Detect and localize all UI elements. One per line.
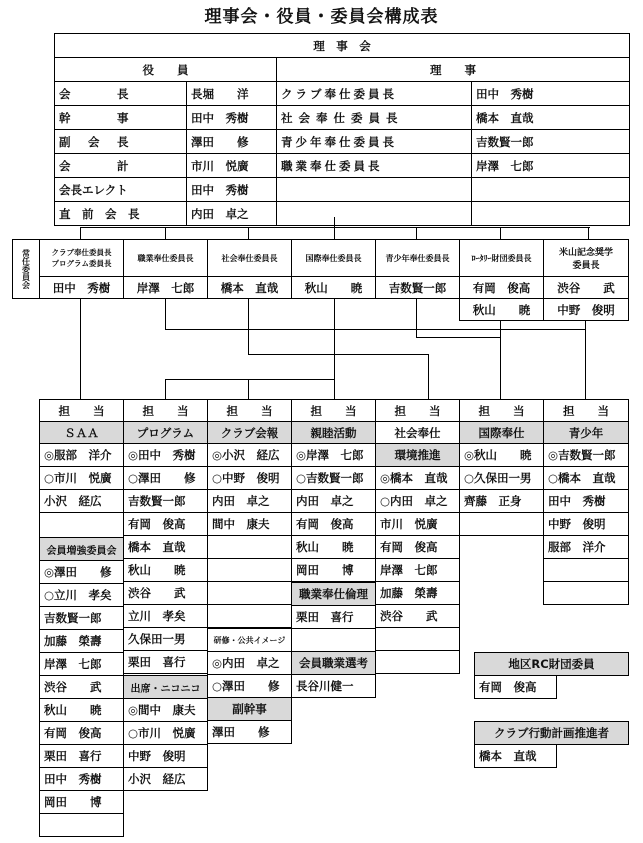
page-title: 理事会・役員・委員会構成表	[204, 7, 439, 27]
member-cell: ◎岸澤 七郎	[291, 443, 376, 467]
member-cell: 栗田 喜行	[123, 650, 208, 674]
connector-line	[80, 299, 81, 399]
officer-role: 会 長	[55, 82, 187, 106]
member-cell: ○澤田 修	[207, 674, 292, 698]
member-cell: 橋本 直哉	[123, 535, 208, 559]
committee-head: ＳＡＡ	[39, 421, 124, 444]
committee-chair-title	[39, 239, 124, 277]
member-cell	[543, 558, 629, 582]
director-empty	[277, 178, 472, 202]
connector-line	[500, 321, 501, 399]
director-role: 青少年奉仕委員長	[277, 130, 472, 154]
committee-head: 副幹事	[207, 697, 292, 721]
officer-role: 会 計	[55, 154, 187, 178]
tanto-header: 担 当	[291, 399, 376, 422]
officer-name: 市川 悦廣	[187, 154, 277, 178]
committee-head: 会員増強委員会	[39, 537, 124, 561]
tanto-header: 担 当	[123, 399, 208, 422]
connector-line	[165, 227, 166, 239]
committee-chair-name: 有岡 俊高	[459, 276, 544, 299]
committee-head: 社会奉仕	[375, 421, 460, 444]
director-role: 社会奉仕委員長	[277, 106, 472, 130]
member-cell: 栗田 喜行	[291, 605, 376, 629]
board-table	[54, 33, 630, 226]
member-cell	[207, 558, 292, 582]
member-cell: 小沢 経広	[123, 767, 208, 791]
connector-line	[334, 379, 335, 399]
member-cell: ○久保田一男	[459, 466, 544, 490]
member-cell: 小沢 経広	[39, 489, 124, 513]
member-cell: 間中 康夫	[207, 512, 292, 536]
member-cell: 渋谷 武	[39, 675, 124, 699]
member-cell: 岡田 博	[39, 790, 124, 814]
officer-name: 長堀 洋	[187, 82, 277, 106]
member-cell: ◎橋本 直哉	[375, 466, 460, 490]
connector-line	[165, 299, 166, 329]
member-cell: ○澤田 修	[123, 466, 208, 490]
district-name: 有岡 俊高	[474, 675, 557, 699]
member-cell: 服部 洋介	[543, 535, 629, 559]
connector-line	[334, 227, 335, 239]
committee-head: 出席・ニコニコ	[123, 675, 208, 699]
tanto-header: 担 当	[207, 399, 292, 422]
committee-chair-name: 秋山 暁	[459, 298, 544, 321]
member-cell: 有岡 俊高	[123, 512, 208, 536]
committee-chair-title	[543, 239, 629, 277]
member-cell: 吉数賢一郎	[123, 489, 208, 513]
member-cell: 加藤 榮壽	[375, 581, 460, 605]
member-cell: 岸澤 七郎	[375, 558, 460, 582]
connector-line	[428, 354, 429, 399]
member-cell	[207, 535, 292, 559]
member-cell: 吉数賢一郎	[39, 606, 124, 630]
committee-head: 青少年	[543, 421, 629, 444]
member-cell: 渋谷 武	[375, 604, 460, 628]
standing-label: 常任委員会	[12, 239, 40, 299]
director-name: 橋本 直哉	[472, 106, 630, 130]
connector-line	[165, 379, 335, 380]
member-cell: 澤田 修	[207, 720, 292, 744]
committee-chair-name: 吉数賢一郎	[375, 276, 460, 299]
member-cell: 内田 卓之	[207, 489, 292, 513]
committee-head: 研修・公共イメージ	[207, 628, 292, 652]
director-role: 職業奉仕委員長	[277, 154, 472, 178]
member-cell: ◎吉数賢一郎	[543, 443, 629, 467]
member-cell: ◎澤田 修	[39, 560, 124, 584]
director-empty	[277, 202, 472, 226]
committee-head: 会員職業選考	[291, 651, 376, 675]
connector-line	[80, 227, 590, 228]
tanto-header: 担 当	[543, 399, 629, 422]
member-cell: 久保田一男	[123, 627, 208, 651]
connector-line	[416, 337, 500, 338]
officer-role: 直 前 会 長	[55, 202, 187, 226]
committee-head: 国際奉仕	[459, 421, 544, 444]
connector-line	[248, 354, 428, 355]
connector-line	[248, 227, 249, 239]
directors-header: 理 事	[277, 58, 630, 82]
tanto-header: 担 当	[39, 399, 124, 422]
member-cell: ◎秋山 暁	[459, 443, 544, 467]
connector-line	[334, 299, 335, 379]
committee-head: 親睦活動	[291, 421, 376, 444]
committee-head: クラブ会報	[207, 421, 292, 444]
member-cell: 田中 秀樹	[39, 767, 124, 791]
committee-chair-name: 渋谷 武	[543, 276, 629, 299]
committee-chair-name: 秋山 暁	[291, 276, 376, 299]
director-name: 岸澤 七郎	[472, 154, 630, 178]
member-cell: ◎内田 卓之	[207, 651, 292, 675]
member-cell: ○立川 孝矣	[39, 583, 124, 607]
committee-title-line: 委員長	[572, 261, 600, 271]
member-cell: 田中 秀樹	[543, 489, 629, 513]
committee-title-line: 米山記念奨学	[558, 248, 613, 258]
officer-role: 副 会 長	[55, 130, 187, 154]
member-cell: ○吉数賢一郎	[291, 466, 376, 490]
member-cell	[39, 813, 124, 837]
member-cell: ○市川 悦廣	[123, 721, 208, 745]
officer-role: 幹 事	[55, 106, 187, 130]
member-cell: 加藤 榮壽	[39, 629, 124, 653]
connector-line	[165, 379, 166, 399]
connector-line	[80, 227, 81, 239]
tanto-header: 担 当	[375, 399, 460, 422]
officer-role: 会長エレクト	[55, 178, 187, 202]
committee-head: 環境推進	[375, 443, 460, 467]
committee-title-line: プログラム委員長	[51, 259, 112, 268]
member-cell: 中野 俊明	[123, 744, 208, 768]
connector-line	[500, 227, 501, 239]
committee-head: プログラム	[123, 421, 208, 444]
tanto-header: 担 当	[459, 399, 544, 422]
director-empty	[472, 202, 630, 226]
committee-chair-name: 橋本 直哉	[207, 276, 292, 299]
member-cell	[207, 581, 292, 605]
member-cell: 市川 悦廣	[375, 512, 460, 536]
member-cell: ○市川 悦廣	[39, 466, 124, 490]
member-cell: 中野 俊明	[543, 512, 629, 536]
member-cell: ◎間中 康夫	[123, 698, 208, 722]
member-cell	[375, 650, 460, 674]
member-cell: 齊藤 正身	[459, 489, 544, 513]
member-cell	[291, 628, 376, 652]
member-cell: ○中野 俊明	[207, 466, 292, 490]
member-cell: 岡田 博	[291, 558, 376, 582]
officer-name: 田中 秀樹	[187, 178, 277, 202]
committee-chair-title: ﾛｰﾀﾘｰ財団委員長	[459, 239, 544, 277]
member-cell: 有岡 俊高	[291, 512, 376, 536]
member-cell: ◎田中 秀樹	[123, 443, 208, 467]
member-cell: 渋谷 武	[123, 581, 208, 605]
member-cell: 秋山 暁	[123, 558, 208, 582]
member-cell	[39, 512, 124, 538]
member-cell: ◎小沢 経広	[207, 443, 292, 467]
director-role: クラブ奉仕委員長	[277, 82, 472, 106]
member-cell: ◎服部 洋介	[39, 443, 124, 467]
director-name: 田中 秀樹	[472, 82, 630, 106]
member-cell	[207, 604, 292, 628]
committee-chair-title: 青少年奉仕委員長	[375, 239, 460, 277]
member-cell: 栗田 喜行	[39, 744, 124, 768]
member-cell: 有岡 俊高	[39, 721, 124, 745]
member-cell: 岸澤 七郎	[39, 652, 124, 676]
officer-name: 澤田 修	[187, 130, 277, 154]
member-cell: 立川 孝矣	[123, 604, 208, 628]
member-cell	[375, 627, 460, 651]
officer-name: 内田 卓之	[187, 202, 277, 226]
director-name: 吉数賢一郎	[472, 130, 630, 154]
committee-chair-name: 岸澤 七郎	[123, 276, 208, 299]
connector-line	[165, 329, 585, 330]
officers-header: 役 員	[55, 58, 277, 82]
connector-line	[248, 299, 249, 354]
committee-chair-title: 社会奉仕委員長	[207, 239, 292, 277]
district-head: 地区RC財団委員	[474, 652, 629, 676]
member-cell: 有岡 俊高	[375, 535, 460, 559]
connector-line	[585, 321, 586, 399]
committee-chair-title: 国際奉仕委員長	[291, 239, 376, 277]
connector-line	[248, 379, 249, 399]
member-cell	[543, 581, 629, 605]
plan-head: クラブ行動計画推進者	[474, 721, 629, 745]
director-empty	[472, 178, 630, 202]
board-header: 理 事 会	[55, 34, 630, 58]
committee-chair-name: 田中 秀樹	[39, 276, 124, 299]
plan-name: 橋本 直哉	[474, 744, 557, 768]
committee-chair-name: 中野 俊明	[543, 298, 629, 321]
member-cell: 内田 卓之	[291, 489, 376, 513]
committee-title-line: クラブ奉仕委員長	[51, 248, 112, 257]
member-cell	[459, 512, 544, 536]
member-cell: 長谷川健一	[291, 674, 376, 698]
member-cell: ○橋本 直哉	[543, 466, 629, 490]
member-cell: 秋山 暁	[291, 535, 376, 559]
officer-name: 田中 秀樹	[187, 106, 277, 130]
connector-line	[416, 227, 417, 239]
committee-head: 職業奉仕倫理	[291, 582, 376, 606]
connector-line	[416, 299, 417, 337]
connector-line	[334, 217, 335, 227]
member-cell: 秋山 暁	[39, 698, 124, 722]
committee-chair-title: 職業奉仕委員長	[123, 239, 208, 277]
member-cell: ○内田 卓之	[375, 489, 460, 513]
connector-line	[588, 227, 589, 239]
